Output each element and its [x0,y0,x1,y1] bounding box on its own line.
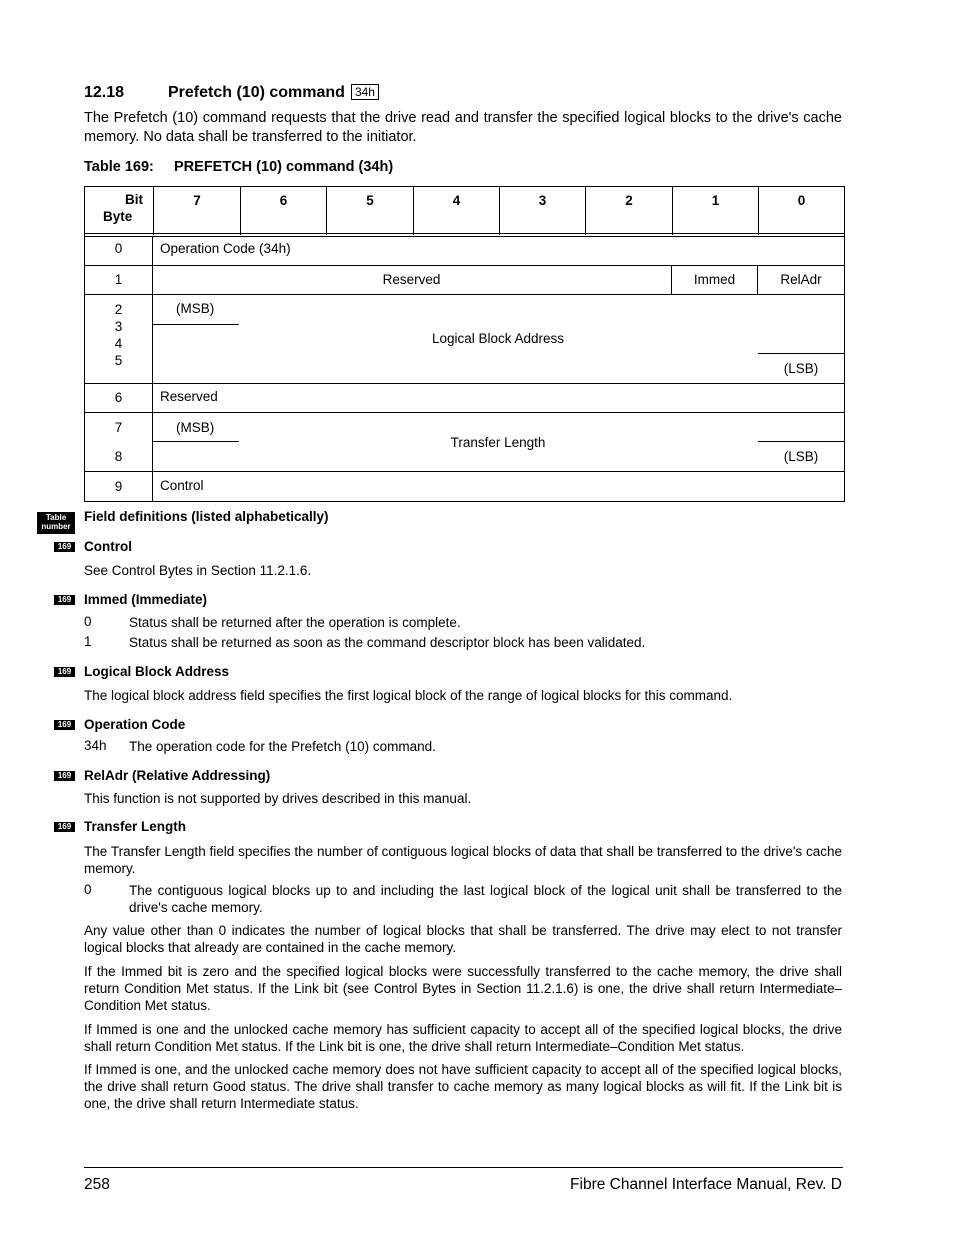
document-title: Fibre Channel Interface Manual, Rev. D [570,1176,842,1193]
lsb-rule [758,441,844,442]
tag-line: Table [45,513,67,522]
byte-number: 1 [114,272,123,287]
corner-byte-label: Byte [103,209,133,224]
row-rule [85,412,844,413]
tag-line: number [41,522,71,531]
table-ref-tag: 169 [54,542,75,552]
byte-number: 0 [114,241,123,256]
table-ref-tag: 169 [54,771,75,781]
row-rule [85,383,844,384]
transfer-length-field: Transfer Length [450,435,546,450]
bit-header: 0 [758,187,844,235]
paragraph: Any value other than 0 indicates the number of logical blocks that shall be transferred. The drive may elect to not transfer logical blocks that already are contained in the cache memory. [84,923,842,955]
value-description: Status shall be returned as soon as the command descriptor block has been validated. [129,635,646,650]
value-key: 0 [84,614,92,629]
reladr-field: RelAdr [780,272,822,287]
paragraph: If the Immed bit is zero and the specified logical blocks were successfully transferred to the cache memory, the drive shall return Condition Met status. If the Link bit (see Control Bytes in Section 11.2.1.6) is one, the drive shall return Intermediate–Condition Met status. [84,964,842,1013]
value-key: 34h [84,738,107,753]
field-title-opcode: Operation Code [84,717,186,732]
value-description: The contiguous logical blocks up to and including the last logical block of the logical unit shall be transferred to the drive's cache memory. [129,883,842,915]
section-heading [84,84,379,102]
lsb-rule [758,353,844,354]
value-key: 1 [84,634,92,649]
msb-label: (MSB) [176,420,215,435]
byte-number: 7 [114,420,123,435]
field-title-reladr: RelAdr (Relative Addressing) [84,768,271,783]
paragraph: If Immed is one and the unlocked cache memory has sufficient capacity to accept all of the specified logical blocks, the drive shall return Condition Met status. If the Link bit is one, the drive shall return Intermediate–Condition Met status. [84,1022,842,1054]
table-ref-tag: 169 [54,822,75,832]
command-table [84,186,845,502]
bit-header: 6 [240,187,326,235]
opcode-box: 34h [351,84,379,100]
intro-paragraph: The Prefetch (10) command requests that the drive read and transfer the specified logical blocks to the drive's cache memory. No data shall be transferred to the initiator. [84,110,842,145]
msb-label: (MSB) [176,301,215,316]
bit-header: 3 [499,187,585,235]
table-ref-tag: 169 [54,720,75,730]
row-rule [85,471,844,472]
table-corner [85,187,153,235]
value-description: The operation code for the Prefetch (10) command. [129,739,436,754]
field-text-lba: The logical block address field specifies the first logical block of the range of logical blocks for this command. [84,688,733,703]
header-rule [85,236,844,237]
section-title: Prefetch (10) command [168,84,345,101]
reserved-field: Reserved [160,389,218,404]
table-caption [84,159,393,175]
row-rule [85,265,844,266]
field-text-transfer-length: The Transfer Length field specifies the number of contiguous logical blocks of data that shall be transferred to the drive's cache memory. [84,844,842,876]
page-number: 258 [84,1176,110,1193]
bit-header: 7 [153,187,240,235]
table-number-tag [37,512,75,534]
value-description: Status shall be returned after the operation is complete. [129,615,461,630]
section-number: 12.18 [84,84,125,101]
logical-block-address-field: Logical Block Address [431,331,565,346]
table-ref-tag: 169 [54,595,75,605]
bit-header: 2 [585,187,672,235]
byte-number: 9 [114,479,123,494]
byte-number: 3 [114,319,123,334]
bit-header: 4 [413,187,499,235]
row-rule [85,294,844,295]
field-title-lba: Logical Block Address [84,664,230,679]
corner-bit-label: Bit [125,192,143,207]
bit-header: 1 [672,187,758,235]
lsb-label: (LSB) [783,449,819,464]
field-text-reladr: This function is not supported by drives described in this manual. [84,791,472,806]
field-title-transfer-length: Transfer Length [84,819,187,834]
table-caption-title: PREFETCH (10) command (34h) [174,159,394,175]
immed-field: Immed [693,272,736,287]
value-key: 0 [84,882,92,897]
field-text-control: See Control Bytes in Section 11.2.1.6. [84,563,312,578]
reserved-field: Reserved [382,272,441,287]
bit-header: 5 [326,187,413,235]
field-title-immed: Immed (Immediate) [84,592,208,607]
byte-number: 5 [114,353,123,368]
table-caption-number: Table 169: [84,159,154,175]
field-definitions-heading: Field definitions (listed alphabetically) [84,509,329,524]
field-title-control: Control [84,539,132,554]
byte-number: 4 [114,336,123,351]
byte-number: 2 [114,302,123,317]
byte-numbers [85,301,152,369]
table-ref-tag: 169 [54,667,75,677]
operation-code-field: Operation Code (34h) [160,241,291,256]
control-field: Control [160,478,204,493]
msb-rule [152,324,239,325]
paragraph: If Immed is one, and the unlocked cache memory does not have sufficient capacity to accept all of the specified logical blocks, the drive shall return Good status. The drive shall transfer to cache memory as many logical blocks as will fit. If the Link bit is one, the drive shall return Intermediate status. [84,1062,842,1111]
byte-number: 8 [114,449,123,464]
byte-number: 6 [114,390,123,405]
header-rule [85,233,844,234]
lsb-label: (LSB) [783,361,819,376]
footer-rule [84,1167,843,1168]
